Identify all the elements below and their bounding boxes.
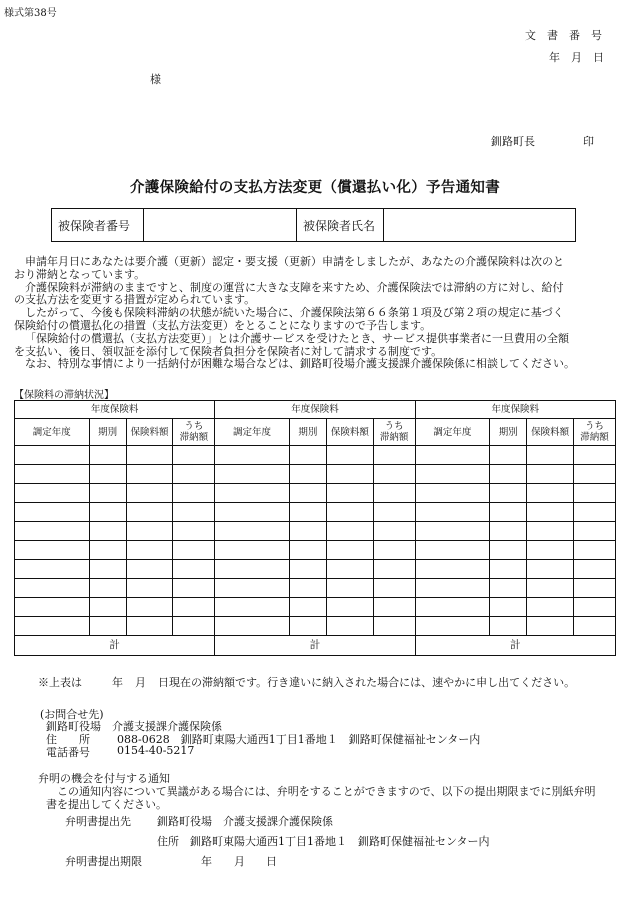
table-cell: [215, 617, 290, 636]
table-cell: [573, 503, 615, 522]
table-cell: [373, 579, 415, 598]
table-cell: [573, 579, 615, 598]
table-cell: [126, 484, 173, 503]
arrears-note: [38, 674, 575, 690]
table-cell: [173, 522, 215, 541]
table-cell: [15, 503, 90, 522]
appeal-submit-address: 住所 釧路町東陽大通西1丁目1番地１ 釧路町保健福祉センター内: [157, 835, 490, 848]
table-cell: [173, 598, 215, 617]
note-suffix: 日現在の滞納額です。行き違いに納入された場合には、速やかに申し出てください。: [158, 676, 576, 689]
table-cell: [373, 484, 415, 503]
table-cell: [15, 541, 90, 560]
table-cell: [490, 522, 527, 541]
table-cell: [373, 560, 415, 579]
appeal-deadline-year: 年: [201, 855, 212, 868]
table-cell: [173, 560, 215, 579]
body-line: おり滞納となっています。: [14, 267, 146, 281]
table-cell: [527, 617, 574, 636]
column-header: 調定年度: [15, 419, 90, 446]
body-line: を支払い、後日、領収証を添付して保険者負担分を保険者に対して請求する制度です。: [14, 344, 443, 358]
table-cell: [289, 617, 326, 636]
body-line: 申請年月日にあなたは要介護（更新）認定・要支援（更新）申請をしましたが、あなたの介護保険料は次のと: [25, 255, 564, 268]
table-cell: [289, 541, 326, 560]
table-cell: [327, 579, 374, 598]
table-cell: [126, 503, 173, 522]
note-prefix: ※上表は: [38, 676, 82, 689]
table-cell: [573, 560, 615, 579]
table-cell: [15, 484, 90, 503]
table-cell: [89, 484, 126, 503]
table-cell: [490, 465, 527, 484]
table-cell: [289, 484, 326, 503]
table-cell: [215, 446, 290, 465]
total-cell: 計: [415, 636, 615, 656]
table-cell: [289, 465, 326, 484]
table-cell: [415, 579, 490, 598]
table-cell: [126, 617, 173, 636]
column-header: 保険料額: [527, 419, 574, 446]
table-cell: [126, 446, 173, 465]
table-cell: [126, 598, 173, 617]
table-cell: [126, 522, 173, 541]
table-cell: [89, 446, 126, 465]
appeal-heading: 弁明の機会を付与する通知: [38, 772, 170, 785]
form-number: 様式第38号: [4, 8, 57, 19]
table-cell: [89, 617, 126, 636]
column-header: 期別: [89, 419, 126, 446]
body-line: 「保険給付の償還払（支払方法変更）」とは介護サービスを受けたとき、サービス提供事業者に一旦費用の全額: [25, 331, 570, 345]
contact-office: 釧路町役場 介護支援課介護保険係: [46, 720, 222, 733]
insured-number-value: [144, 209, 297, 242]
contact-address-label: 住 所: [46, 733, 90, 746]
table-cell: [573, 598, 615, 617]
table-cell: [173, 617, 215, 636]
table-cell: [527, 579, 574, 598]
table-cell: [327, 484, 374, 503]
issuer-name: 釧路町長: [491, 135, 535, 148]
table-cell: [490, 541, 527, 560]
appeal-text-line: この通知内容について異議がある場合には、弁明をすることができますので、以下の提出期限までに別紙弁明: [57, 785, 596, 798]
insured-name-value: [384, 209, 576, 242]
table-cell: [173, 541, 215, 560]
table-cell: [215, 465, 290, 484]
table-cell: [89, 541, 126, 560]
column-header: うち 滞納額: [373, 419, 415, 446]
column-header: うち 滞納額: [173, 419, 215, 446]
table-row: [15, 617, 616, 636]
table-row: [15, 465, 616, 484]
body-line: 保険給付の償還払化の措置（支払方法変更）をとることになりますので予告します。: [14, 318, 432, 332]
table-cell: [15, 522, 90, 541]
table-cell: [415, 598, 490, 617]
group-header: 年度保険料: [215, 401, 415, 419]
table-cell: [415, 560, 490, 579]
table-cell: [327, 465, 374, 484]
appeal-deadline-month: 月: [234, 855, 245, 868]
table-cell: [373, 503, 415, 522]
table-row: [15, 522, 616, 541]
table-cell: [573, 541, 615, 560]
table-cell: [327, 541, 374, 560]
table-cell: [373, 541, 415, 560]
table-cell: [373, 465, 415, 484]
table-cell: [573, 446, 615, 465]
appeal-deadline-day: 日: [266, 855, 277, 868]
table-cell: [527, 446, 574, 465]
table-cell: [490, 560, 527, 579]
table-cell: [415, 522, 490, 541]
table-cell: [327, 617, 374, 636]
column-header: 保険料額: [126, 419, 173, 446]
column-header: 保険料額: [327, 419, 374, 446]
table-cell: [527, 484, 574, 503]
table-cell: [527, 522, 574, 541]
table-cell: [415, 484, 490, 503]
table-cell: [173, 446, 215, 465]
table-cell: [373, 446, 415, 465]
table-cell: [490, 617, 527, 636]
contact-phone-label: 電話番号: [46, 746, 90, 759]
table-cell: [89, 579, 126, 598]
contact-phone: 0154-40-5217: [117, 744, 195, 757]
table-cell: [327, 560, 374, 579]
table-cell: [15, 446, 90, 465]
table-cell: [373, 617, 415, 636]
table-cell: [527, 541, 574, 560]
table-cell: [173, 484, 215, 503]
column-header: 期別: [490, 419, 527, 446]
column-header: 調定年度: [415, 419, 490, 446]
body-line: したがって、今後も保険料滞納の状態が続いた場合に、介護保険法第６６条第１項及び第２項の規定に基づく: [25, 306, 564, 320]
table-cell: [490, 579, 527, 598]
table-cell: [126, 465, 173, 484]
table-cell: [173, 579, 215, 598]
table-cell: [126, 560, 173, 579]
table-cell: [415, 446, 490, 465]
table-cell: [415, 465, 490, 484]
appeal-submit-label: 弁明書提出先: [65, 815, 131, 828]
document-number-label: 文 書 番 号: [525, 29, 602, 42]
contact-address: 088-0628 釧路町東陽大通西1丁目1番地１ 釧路町保健福祉センター内: [117, 733, 481, 746]
table-row: [15, 541, 616, 560]
table-cell: [490, 446, 527, 465]
arrears-heading: 【保険料の滞納状況】: [14, 390, 114, 401]
table-cell: [89, 503, 126, 522]
table-cell: [215, 484, 290, 503]
document-title: 介護保険給付の支払方法変更（償還払い化）予告通知書: [130, 179, 500, 196]
table-cell: [573, 484, 615, 503]
column-header: 期別: [289, 419, 326, 446]
table-cell: [527, 465, 574, 484]
appeal-text-line: 書を提出してください。: [46, 798, 167, 811]
table-cell: [15, 560, 90, 579]
table-cell: [415, 541, 490, 560]
table-row: [15, 579, 616, 598]
total-cell: 計: [15, 636, 215, 656]
note-year: 年: [112, 676, 123, 689]
table-cell: [527, 503, 574, 522]
body-line: の支払方法を変更する措置が定められています。: [14, 293, 256, 307]
total-cell: 計: [215, 636, 415, 656]
body-line: なお、特別な事情により一括納付が困難な場合などは、釧路町役場介護支援課介護保険係に相談してください。: [25, 357, 575, 371]
table-cell: [126, 541, 173, 560]
table-cell: [527, 598, 574, 617]
table-cell: [215, 541, 290, 560]
table-cell: [527, 560, 574, 579]
table-cell: [215, 579, 290, 598]
table-cell: [327, 522, 374, 541]
table-cell: [490, 484, 527, 503]
table-cell: [490, 598, 527, 617]
table-cell: [289, 522, 326, 541]
table-cell: [327, 503, 374, 522]
table-cell: [173, 503, 215, 522]
table-cell: [15, 598, 90, 617]
appeal-submit-office: 釧路町役場 介護支援課介護保険係: [157, 815, 333, 828]
table-cell: [89, 522, 126, 541]
table-cell: [327, 446, 374, 465]
table-row: [15, 503, 616, 522]
table-cell: [89, 465, 126, 484]
table-cell: [327, 598, 374, 617]
group-header: 年度保険料: [15, 401, 215, 419]
table-cell: [289, 446, 326, 465]
table-cell: [573, 617, 615, 636]
table-cell: [89, 560, 126, 579]
group-header: 年度保険料: [415, 401, 615, 419]
column-header: 調定年度: [215, 419, 290, 446]
appeal-deadline-label: 弁明書提出期限: [65, 855, 142, 868]
seal-mark: 印: [583, 135, 594, 148]
table-row: [15, 560, 616, 579]
table-cell: [573, 465, 615, 484]
table-cell: [89, 598, 126, 617]
body-line: 介護保険料が滞納のままですと、制度の運営に大きな支障を来すため、介護保険法では滞納の方に対し、給付: [25, 280, 564, 294]
table-cell: [15, 465, 90, 484]
date-label: 年 月 日: [549, 51, 604, 64]
table-cell: [289, 579, 326, 598]
table-cell: [15, 579, 90, 598]
table-cell: [289, 503, 326, 522]
table-cell: [415, 503, 490, 522]
table-cell: [573, 522, 615, 541]
table-row: [15, 598, 616, 617]
contact-heading: (お問合せ先): [40, 708, 104, 721]
table-cell: [289, 560, 326, 579]
table-cell: [289, 598, 326, 617]
table-cell: [15, 617, 90, 636]
table-cell: [215, 503, 290, 522]
table-cell: [373, 522, 415, 541]
note-month: 月: [135, 676, 146, 689]
table-cell: [415, 617, 490, 636]
insured-name-label: 被保険者氏名: [297, 209, 384, 242]
table-cell: [373, 598, 415, 617]
column-header: うち 滞納額: [573, 419, 615, 446]
notice-body: [14, 256, 614, 371]
table-row: [15, 446, 616, 465]
insured-info-table: [51, 208, 576, 242]
table-cell: [215, 522, 290, 541]
table-cell: [490, 503, 527, 522]
table-cell: [215, 560, 290, 579]
table-row: [15, 484, 616, 503]
recipient-suffix: 様: [150, 73, 161, 86]
arrears-table: [14, 400, 616, 656]
table-cell: [126, 579, 173, 598]
table-cell: [173, 465, 215, 484]
insured-number-label: 被保険者番号: [52, 209, 144, 242]
table-cell: [215, 598, 290, 617]
